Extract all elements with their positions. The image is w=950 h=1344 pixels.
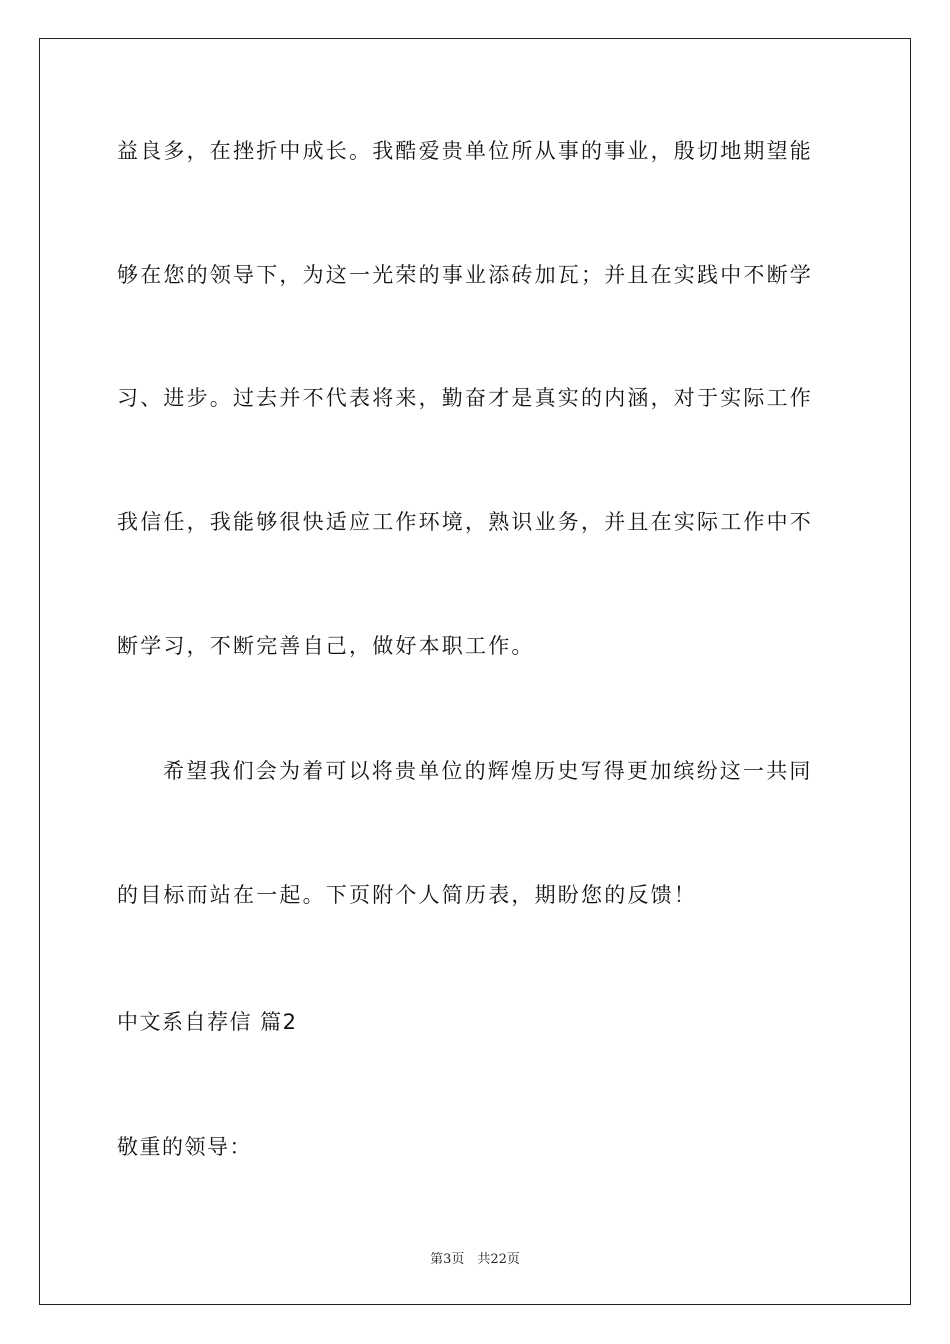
paragraph-line-1: 益良多，在挫折中成长。我酷爱贵单位所从事的事业，殷切地期望能 bbox=[117, 139, 813, 163]
paragraph-line-5: 断学习，不断完善自己，做好本职工作。 bbox=[117, 634, 535, 658]
paragraph-line-3: 习、进步。过去并不代表将来，勤奋才是真实的内涵，对于实际工作 bbox=[117, 386, 813, 410]
paragraph-line-2: 够在您的领导下，为这一光荣的事业添砖加瓦；并且在实践中不断学 bbox=[117, 263, 813, 287]
page-border bbox=[39, 38, 911, 1305]
salutation: 敬重的领导： bbox=[117, 1135, 252, 1159]
paragraph-line-7: 的目标而站在一起。下页附个人简历表，期盼您的反馈！ bbox=[117, 883, 697, 907]
page-number-label: 第3页 共22页 bbox=[430, 1252, 520, 1267]
paragraph-line-6: 希望我们会为着可以将贵单位的辉煌历史写得更加缤纷这一共同 bbox=[163, 759, 813, 783]
section-heading: 中文系自荐信 篇2 bbox=[117, 1010, 298, 1034]
page-footer bbox=[0, 1248, 950, 1267]
paragraph-line-4: 我信任，我能够很快适应工作环境，熟识业务，并且在实际工作中不 bbox=[117, 510, 813, 534]
